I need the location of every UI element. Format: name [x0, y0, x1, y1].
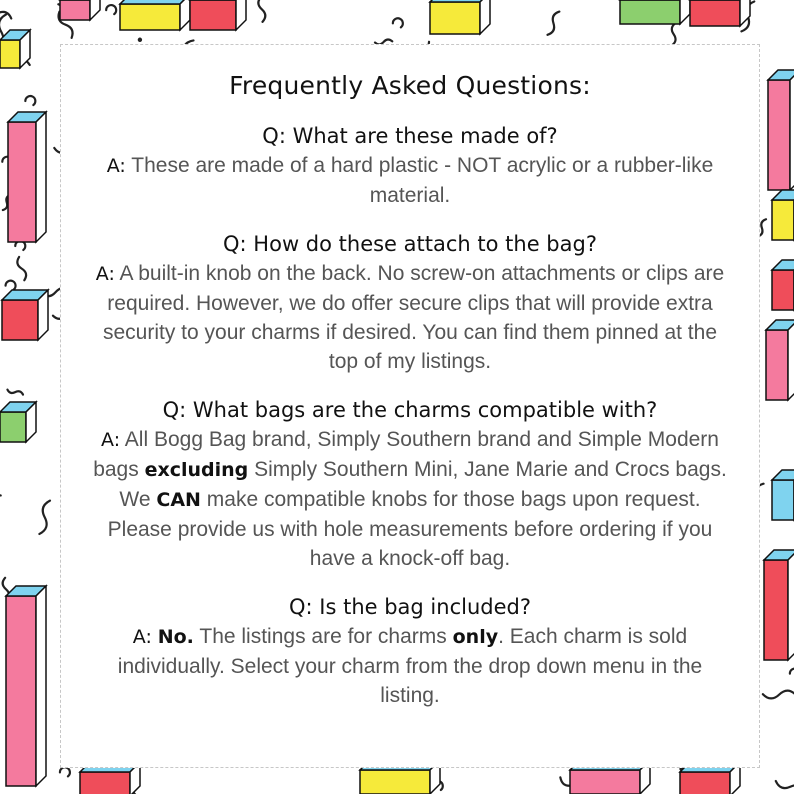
faq-item: [61, 230, 759, 376]
block-front: [60, 0, 90, 20]
block-side: [36, 586, 46, 786]
block-side: [788, 320, 794, 400]
block-top: [772, 190, 794, 200]
faq-question: Q: How do these attach to the bag?: [223, 232, 597, 256]
faq-item: [61, 122, 759, 210]
answer-text: The listings are for charms: [193, 625, 453, 648]
squiggle-shape: [763, 691, 794, 699]
dot-shape: [138, 38, 142, 42]
block-side: [36, 112, 46, 242]
answer-emphasis: CAN: [156, 489, 201, 511]
squiggle-shape: [17, 257, 26, 280]
page-title: Frequently Asked Questions:: [229, 71, 591, 100]
answer-text: A built-in knob on the back. No screw-on attachments or clips are required. However, we do offer secure clips that will provide extra security to your charms if desired. You can find them pinned at the top of my listings.: [102, 262, 725, 373]
curl-shape: [790, 669, 794, 678]
block-front: [8, 122, 36, 242]
squiggle-shape: [0, 495, 1, 506]
block-front: [360, 770, 430, 794]
block-side: [38, 290, 48, 340]
faq-question: Q: What are these made of?: [262, 124, 558, 148]
squiggle-shape: [776, 781, 794, 792]
block-front: [690, 0, 740, 26]
block-front: [768, 80, 790, 190]
block-top: [772, 260, 794, 270]
answer-label: A:: [101, 429, 121, 451]
faq-answer: [61, 425, 759, 573]
block-front: [570, 770, 640, 794]
block-front: [764, 560, 788, 660]
curl-shape: [393, 18, 403, 27]
block-top: [120, 0, 190, 4]
block-top: [772, 470, 794, 480]
answer-text: make compatible knobs for those bags upon request. Please provide us with hole measurements before ordering if you have a knock-off bag.: [107, 488, 713, 570]
block-side: [90, 0, 100, 20]
block-front: [680, 772, 730, 794]
faq-answer: [61, 259, 759, 376]
block-side: [680, 0, 690, 24]
squiggle-shape: [547, 12, 559, 35]
answer-text: All Bogg Bag brand, Simply Southern brand and Simple Modern bags: [93, 428, 719, 481]
block-front: [2, 300, 38, 340]
answer-text: . Each charm is sold individually. Select your charm from the drop down menu in the listing.: [117, 625, 703, 707]
block-side: [788, 550, 794, 660]
block-front: [620, 0, 680, 24]
block-side: [790, 70, 794, 190]
block-front: [6, 596, 36, 786]
squiggle-shape: [39, 501, 50, 534]
answer-emphasis: No.: [157, 626, 194, 648]
block-front: [772, 270, 794, 310]
answer-text: Simply Southern Mini, Jane Marie and Crocs bags. We: [119, 458, 727, 511]
curl-shape: [60, 767, 70, 776]
answer-label: A:: [132, 626, 152, 648]
faq-item: [61, 396, 759, 573]
block-front: [430, 2, 480, 34]
squiggle-shape: [7, 390, 23, 395]
curl-shape: [25, 96, 35, 105]
faq-card: [60, 44, 760, 768]
block-front: [80, 772, 130, 794]
squiggle-shape: [258, 0, 265, 22]
block-front: [0, 40, 20, 68]
block-side: [180, 0, 190, 30]
answer-label: A:: [106, 155, 126, 177]
faq-answer: [61, 151, 759, 210]
curl-shape: [106, 5, 116, 14]
faq-question: Q: What bags are the charms compatible with?: [162, 398, 658, 422]
block-side: [236, 0, 246, 30]
answer-emphasis: excluding: [144, 459, 249, 481]
block-front: [772, 480, 794, 520]
curl-shape: [6, 281, 16, 290]
answer-text: These are made of a hard plastic - NOT acrylic or a rubber-like material.: [125, 154, 714, 207]
block-front: [120, 4, 180, 30]
block-top: [768, 70, 794, 80]
block-front: [0, 412, 26, 442]
answer-emphasis: only: [452, 626, 499, 648]
answer-label: A:: [95, 263, 115, 285]
faq-item: [61, 593, 759, 710]
faq-question: Q: Is the bag included?: [289, 595, 531, 619]
block-front: [772, 200, 794, 240]
block-side: [480, 0, 490, 34]
faq-answer: [61, 622, 759, 710]
squiggle-shape: [672, 23, 676, 46]
block-front: [190, 0, 236, 30]
block-front: [766, 330, 788, 400]
faq-list: [61, 122, 759, 710]
